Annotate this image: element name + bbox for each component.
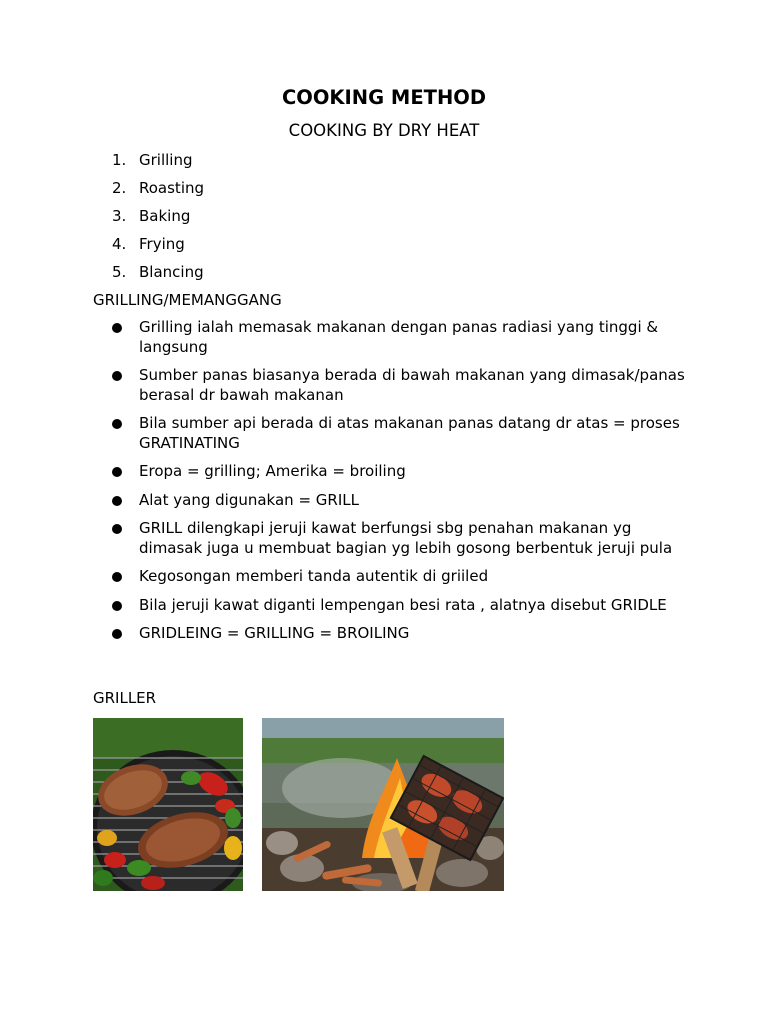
section-heading: GRILLING/MEMANGGANG: [93, 291, 282, 309]
list-item-label: Blancing: [139, 263, 204, 281]
list-number: 5.: [112, 263, 127, 281]
list-number: 2.: [112, 179, 127, 197]
bullet-item: [112, 462, 692, 482]
grilling-bullet-list: [112, 318, 692, 653]
bullet-icon: [112, 629, 122, 639]
list-item-label: Roasting: [139, 179, 205, 197]
list-item-label: Baking: [139, 207, 191, 225]
bullet-item: [112, 519, 692, 558]
bullet-item: [112, 366, 692, 405]
griller-heading: GRILLER: [93, 689, 157, 707]
bullet-text: Eropa = grilling; Amerika = broiling: [139, 462, 406, 480]
list-item: [112, 262, 204, 290]
bullet-text: Bila sumber api berada di atas makanan panas datang dr atas = proses GRATINATING: [139, 414, 680, 452]
list-item: [112, 150, 204, 178]
bullet-item: [112, 318, 692, 357]
bullet-icon: [112, 601, 122, 611]
bullet-item: [112, 414, 692, 453]
cooking-methods-list: [112, 150, 204, 290]
list-item: [112, 178, 204, 206]
list-number: 4.: [112, 235, 127, 253]
bullet-text: Kegosongan memberi tanda autentik di griiled: [139, 567, 489, 585]
bullet-item: [112, 596, 692, 616]
page-subtitle: COOKING BY DRY HEAT: [288, 121, 480, 140]
bullet-icon: [112, 496, 122, 506]
bullet-text: GRILL dilengkapi jeruji kawat berfungsi sbg penahan makanan yg dimasak juga u membuat bagian yg lebih gosong berbentuk jeruji pula: [139, 519, 673, 557]
bullet-text: Sumber panas biasanya berada di bawah makanan yang dimasak/panas berasal dr bawah makanan: [139, 366, 685, 404]
grill-steaks-image: [93, 718, 243, 891]
bullet-text: Grilling ialah memasak makanan dengan panas radiasi yang tinggi & langsung: [139, 318, 659, 356]
list-item-label: Frying: [139, 235, 185, 253]
bullet-text: GRIDLEING = GRILLING = BROILING: [139, 624, 410, 642]
bullet-icon: [112, 572, 122, 582]
bullet-icon: [112, 524, 122, 534]
bullet-text: Bila jeruji kawat diganti lempengan besi rata , alatnya disebut GRIDLE: [139, 595, 667, 614]
bullet-icon: [112, 323, 122, 333]
page-title: COOKING METHOD: [281, 86, 487, 109]
list-item: [112, 234, 204, 262]
list-number: 1.: [112, 151, 127, 169]
list-number: 3.: [112, 207, 127, 225]
campfire-grill-image: [262, 718, 504, 891]
list-item: [112, 206, 204, 234]
bullet-icon: [112, 419, 122, 429]
bullet-icon: [112, 371, 122, 381]
bullet-item: [112, 624, 692, 644]
bullet-text: Alat yang digunakan = GRILL: [139, 490, 359, 509]
bullet-item: [112, 491, 692, 511]
bullet-item: [112, 567, 692, 587]
bullet-icon: [112, 467, 122, 477]
list-item-label: Grilling: [139, 151, 193, 169]
